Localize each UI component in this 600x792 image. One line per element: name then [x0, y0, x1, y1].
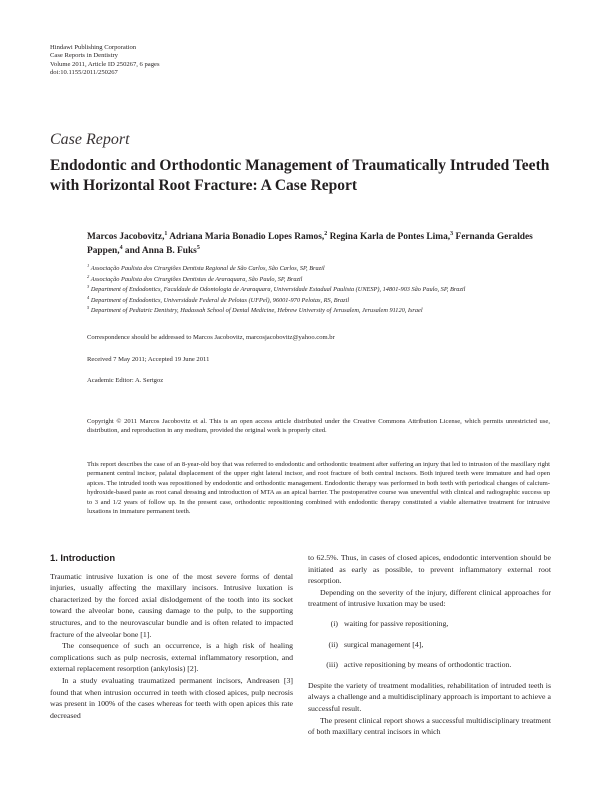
volume-info: Volume 2011, Article ID 250267, 6 pages	[50, 60, 160, 68]
copyright-notice: Copyright © 2011 Marcos Jacobovitz et al. This is an open access article distributed under the Creative Commons Attribution License, which permits unrestricted use, distribution, and reproduction in any medium, provided the original work is properly cited.	[87, 418, 550, 435]
author: and Anna B. Fuks$^5$	[124, 244, 200, 256]
author: Fernanda Geraldes Pappen,$^4$	[87, 232, 533, 256]
list-item: (iii) active repositioning by means of orthodontic traction.	[326, 660, 512, 670]
paragraph: to 62.5%. Thus, in cases of closed apices, endodontic intervention should be initiated as early as possible, to prevent inflammatory external root resorption.	[308, 553, 551, 586]
academic-editor: Academic Editor: A. Sertgoz	[87, 377, 164, 384]
author: Regina Karla de Pontes Lima,$^3$	[329, 230, 454, 242]
author-list	[87, 230, 557, 258]
section-heading: 1. Introduction	[50, 552, 116, 563]
right-column	[308, 552, 551, 738]
abstract: This report describes the case of an 8-year-old boy that was referred to endodontic and orthodontic treatment after suffering an injury that led to intrusion of the maxillary right permanent central incisor, palatal displacement of the upper right lateral incisor, and root fracture of both central incisors. Both injured teeth were immature and had open apices. The intruded tooth was repositioned by endodontic and orthodontic management. Endodontic therapy was performed in both teeth with periodical changes of calcium-hydroxide-based paste as root canal dressing and introduction of MTA as an apical barrier. The postoperative course was uneventful with clinical and radiographic success up to 3 and 1/2 years of follow up. In the present case, orthodontic repositioning combined with endodontic therapy constituted a viable alternative treatment for intrusive luxations in immature permanent teeth.	[87, 461, 550, 516]
paragraph: In a study evaluating traumatized permanent incisors, Andreasen [3] found that when intrusion occurred in teeth with closed apices, pulp necrosis was present in 100% of the cases whereas for teeth with open apices this rate decreased	[50, 675, 293, 720]
journal-header	[50, 44, 160, 78]
article-title: Endodontic and Orthodontic Management of Traumatically Intruded Teeth with Horizontal Root Fracture: A Case Report	[50, 157, 550, 194]
affiliation: $^5$ Department of Pediatric Dentistry, Hadassah School of Dental Medicine, Hebrew University of Jerusalem, Jerusalem 91120, Israel	[87, 304, 423, 314]
affiliation: $^2$ Associação Paulista dos Cirurgiões Dentistas de Araraquara, São Paulo, SP, Brazil	[87, 273, 303, 283]
journal-name: Case Reports in Dentistry	[50, 52, 118, 60]
received-accepted-dates: Received 7 May 2011; Accepted 19 June 2011	[87, 356, 210, 363]
publisher: Hindawi Publishing Corporation	[50, 44, 137, 51]
list-item: (ii) surgical management [4],	[328, 639, 424, 649]
author: Adriana Maria Bonadio Lopes Ramos,$^2$	[169, 230, 328, 242]
treatment-list	[308, 618, 551, 671]
correspondence: Correspondence should be addressed to Marcos Jacobovitz, marcosjacobovitz@yahoo.com.br	[87, 334, 335, 341]
list-item: (i) waiting for passive repositioning,	[330, 618, 449, 628]
affiliation: $^3$ Department of Endodontics, Faculdade de Odontologia de Araraquara, Universidade Estadual Paulista (UNESP), 14801-903 São Paulo, SP, Brazil	[87, 283, 466, 293]
affiliation: $^4$ Department of Endodontics, Universidade Federal de Pelotas (UFPel), 96001-970 Pelotas, RS, Brazil	[87, 294, 350, 304]
paragraph: Traumatic intrusive luxation is one of the most severe forms of dental injuries, usually affecting the maxillary incisors. Intrusive luxation is characterized by the forced axial dislodgement of the tooth into its socket toward the alveolar bone, causing damage to the pulp, to the supporting structures, and to the neurovascular bundle and is often related to impacted fracture of the alveolar bone [1].	[50, 571, 293, 639]
affiliations	[87, 264, 553, 317]
paragraph: The present clinical report shows a successful multidisciplinary treatment of both maxillary central incisors in which	[308, 715, 551, 737]
author: Marcos Jacobovitz,$^1$	[87, 230, 168, 242]
doi[interactable]: doi:10.1155/2011/250267	[50, 69, 118, 77]
paragraph: Despite the variety of treatment modalities, rehabilitation of intruded teeth is always a challenge and a multidisciplinary approach is important to achieve a successful result.	[308, 680, 551, 713]
affiliation: $^1$ Associação Paulista dos Cirurgiões Dentista Regional de São Carlos, São Carlos, SP, Brazil	[87, 262, 325, 272]
article-type: Case Report	[50, 131, 130, 148]
left-column	[50, 552, 293, 721]
paragraph: The consequence of such an occurrence, is a high risk of healing complications such as pulp necrosis, external inflammatory resorption, and external replacement resorption (ankylosis) [2].	[50, 641, 293, 674]
paragraph: Depending on the severity of the injury, different clinical approaches for treatment of intrusive luxation may be used:	[308, 587, 551, 609]
